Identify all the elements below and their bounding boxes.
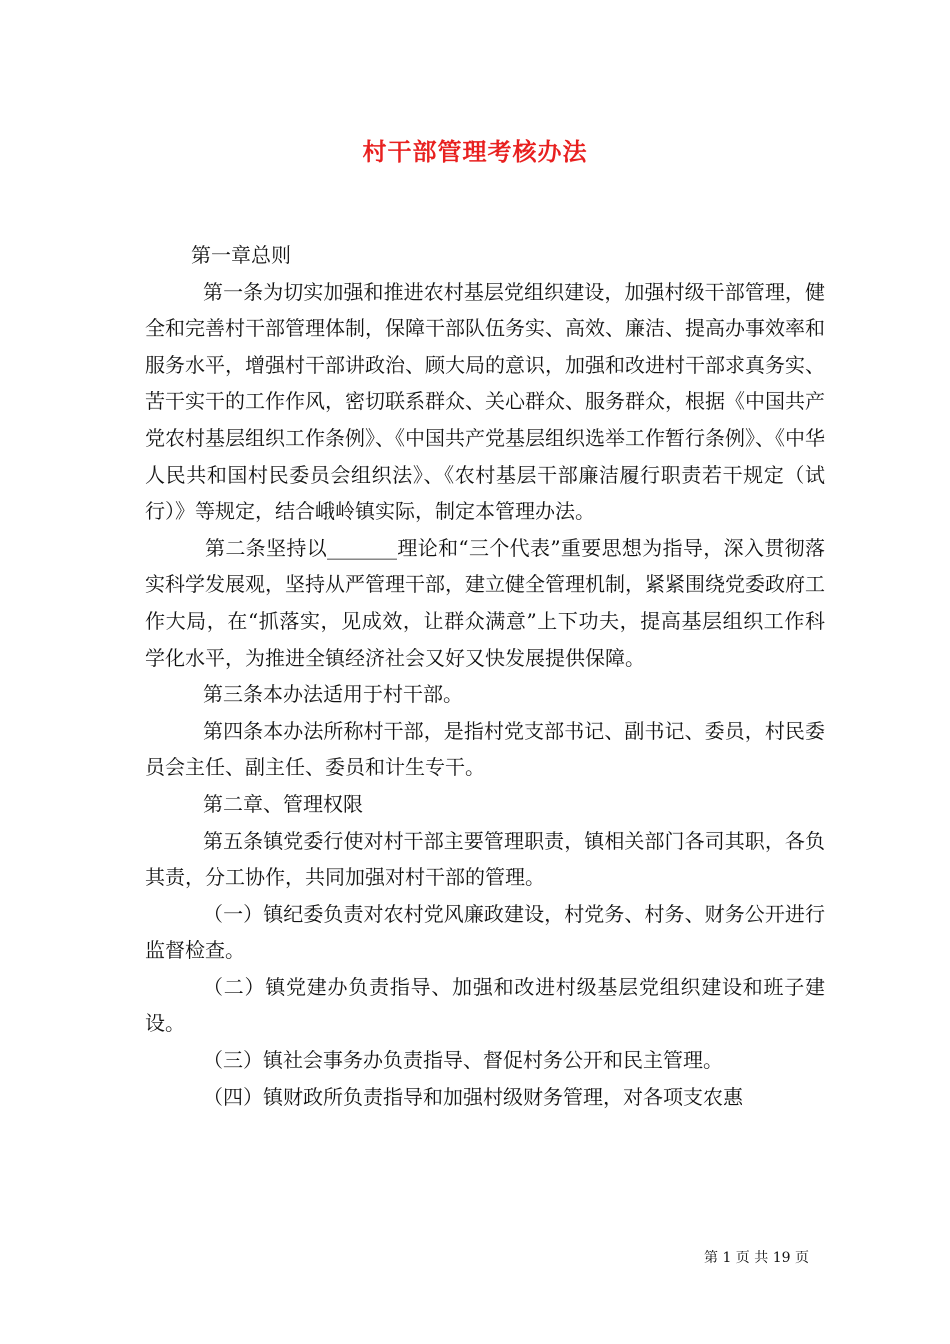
document-title: 村干部管理考核办法 bbox=[362, 137, 588, 166]
list-item: （二）镇党建办负责指导、加强和改进村级基层党组织建设和班子建设。 bbox=[145, 974, 825, 1036]
list-item: （三）镇社会事务办负责指导、督促村务公开和民主管理。 bbox=[203, 1048, 723, 1073]
page-number: 第 1 页 共 19 页 bbox=[704, 1250, 809, 1266]
article-paragraph: 第四条本办法所称村干部，是指村党支部书记、副书记、委员，村民委员会主任、副主任、委员和计生专干。 bbox=[145, 718, 825, 780]
article-paragraph: 第二条坚持以_______理论和“三个代表”重要思想为指导，深入贯彻落实科学发展观，坚持从严管理干部，建立健全管理机制，紧紧围绕党委政府工作大局，在“抓落实，见成效，让群众满意”上下功夫，提高基层组织工作科学化水平，为推进全镇经济社会又好又快发展提供保障。 bbox=[145, 535, 825, 670]
article-paragraph: 第一条为切实加强和推进农村基层党组织建设，加强村级干部管理，健全和完善村干部管理体制，保障干部队伍务实、高效、廉洁、提高办事效率和服务水平，增强村干部讲政治、顾大局的意识，加强和改进村干部求真务实、苦干实干的工作作风，密切联系群众、关心群众、服务群众，根据《中国共产党农村基层组织工作条例》、《中国共产党基层组织选举工作暂行条例》、《中华人民共和国村民委员会组织法》、《农村基层干部廉洁履行职责若干规定（试行）》等规定，结合峨岭镇实际，制定本管理办法。 bbox=[145, 279, 825, 524]
article-paragraph: 第三条本办法适用于村干部。 bbox=[203, 682, 463, 707]
list-item: （一）镇纪委负责对农村党风廉政建设，村党务、村务、财务公开进行监督检查。 bbox=[145, 901, 825, 963]
document-body bbox=[145, 237, 825, 1115]
chapter-heading: 第一章总则 bbox=[191, 243, 291, 267]
article-paragraph: 第五条镇党委行使对村干部主要管理职责，镇相关部门各司其职，各负其责，分工协作，共同加强对村干部的管理。 bbox=[145, 828, 825, 890]
list-item: （四）镇财政所负责指导和加强村级财务管理，对各项支农惠 bbox=[203, 1084, 743, 1109]
chapter-heading: 第二章、管理权限 bbox=[203, 791, 363, 816]
